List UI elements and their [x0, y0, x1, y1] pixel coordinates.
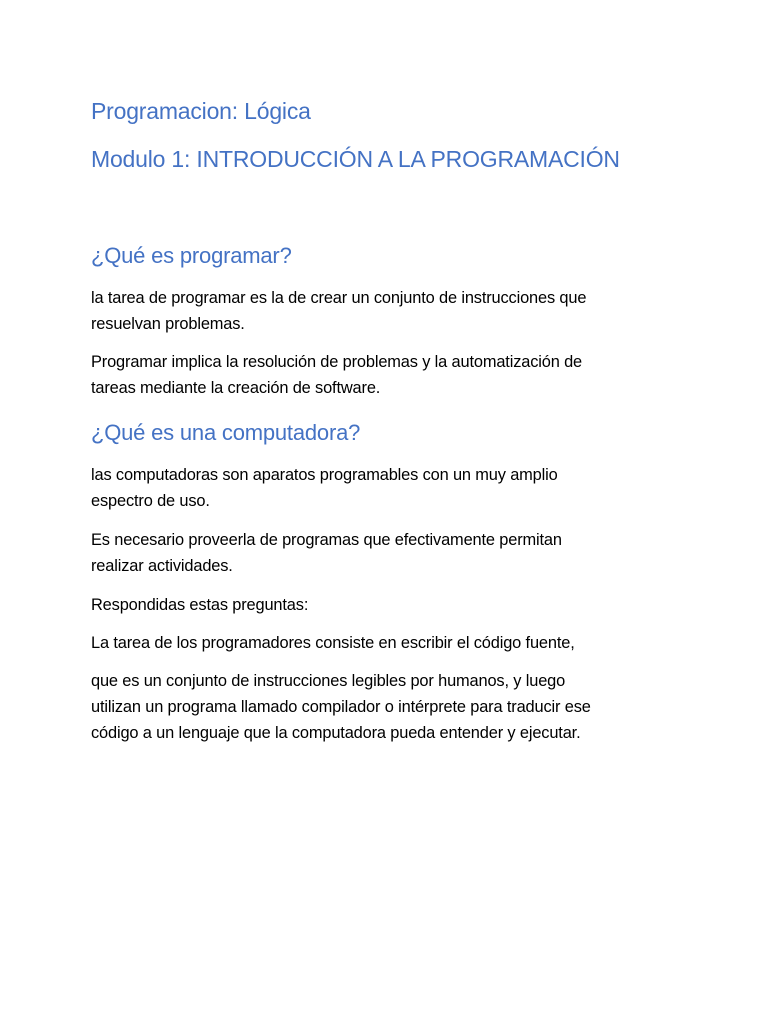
section-heading-computadora: ¿Qué es una computadora? — [91, 420, 361, 445]
paragraph-computadoras-definicion — [91, 462, 691, 514]
paragraph-programar-definicion — [91, 285, 691, 337]
paragraph-line: utilizan un programa llamado compilador o intérprete para traducir ese — [91, 698, 591, 716]
paragraph-line: resuelvan problemas. — [91, 315, 245, 333]
paragraph-tarea-programadores — [91, 630, 691, 656]
paragraph-line: realizar actividades. — [91, 557, 233, 575]
paragraph-line: Programar implica la resolución de problemas y la automatización de — [91, 353, 583, 371]
module-title: Modulo 1: INTRODUCCIÓN A LA PROGRAMACIÓN — [91, 146, 620, 172]
paragraph-line: Respondidas estas preguntas: — [91, 596, 309, 614]
document-title: Programacion: Lógica — [91, 98, 311, 124]
paragraph-proveer-programas — [91, 527, 691, 579]
paragraph-line: espectro de uso. — [91, 492, 210, 510]
paragraph-line: La tarea de los programadores consiste en escribir el código fuente, — [91, 634, 575, 652]
paragraph-programar-implica — [91, 349, 691, 401]
paragraph-line: las computadoras son aparatos programables con un muy amplio — [91, 466, 558, 484]
paragraph-line: tareas mediante la creación de software. — [91, 379, 381, 397]
paragraph-line: que es un conjunto de instrucciones legibles por humanos, y luego — [91, 672, 566, 690]
section-heading-programar: ¿Qué es programar? — [91, 243, 292, 268]
paragraph-line: código a un lenguaje que la computadora pueda entender y ejecutar. — [91, 724, 581, 742]
paragraph-line: Es necesario proveerla de programas que efectivamente permitan — [91, 531, 562, 549]
paragraph-respondidas — [91, 592, 691, 618]
paragraph-codigo-fuente — [91, 668, 691, 746]
paragraph-line: la tarea de programar es la de crear un conjunto de instrucciones que — [91, 289, 587, 307]
